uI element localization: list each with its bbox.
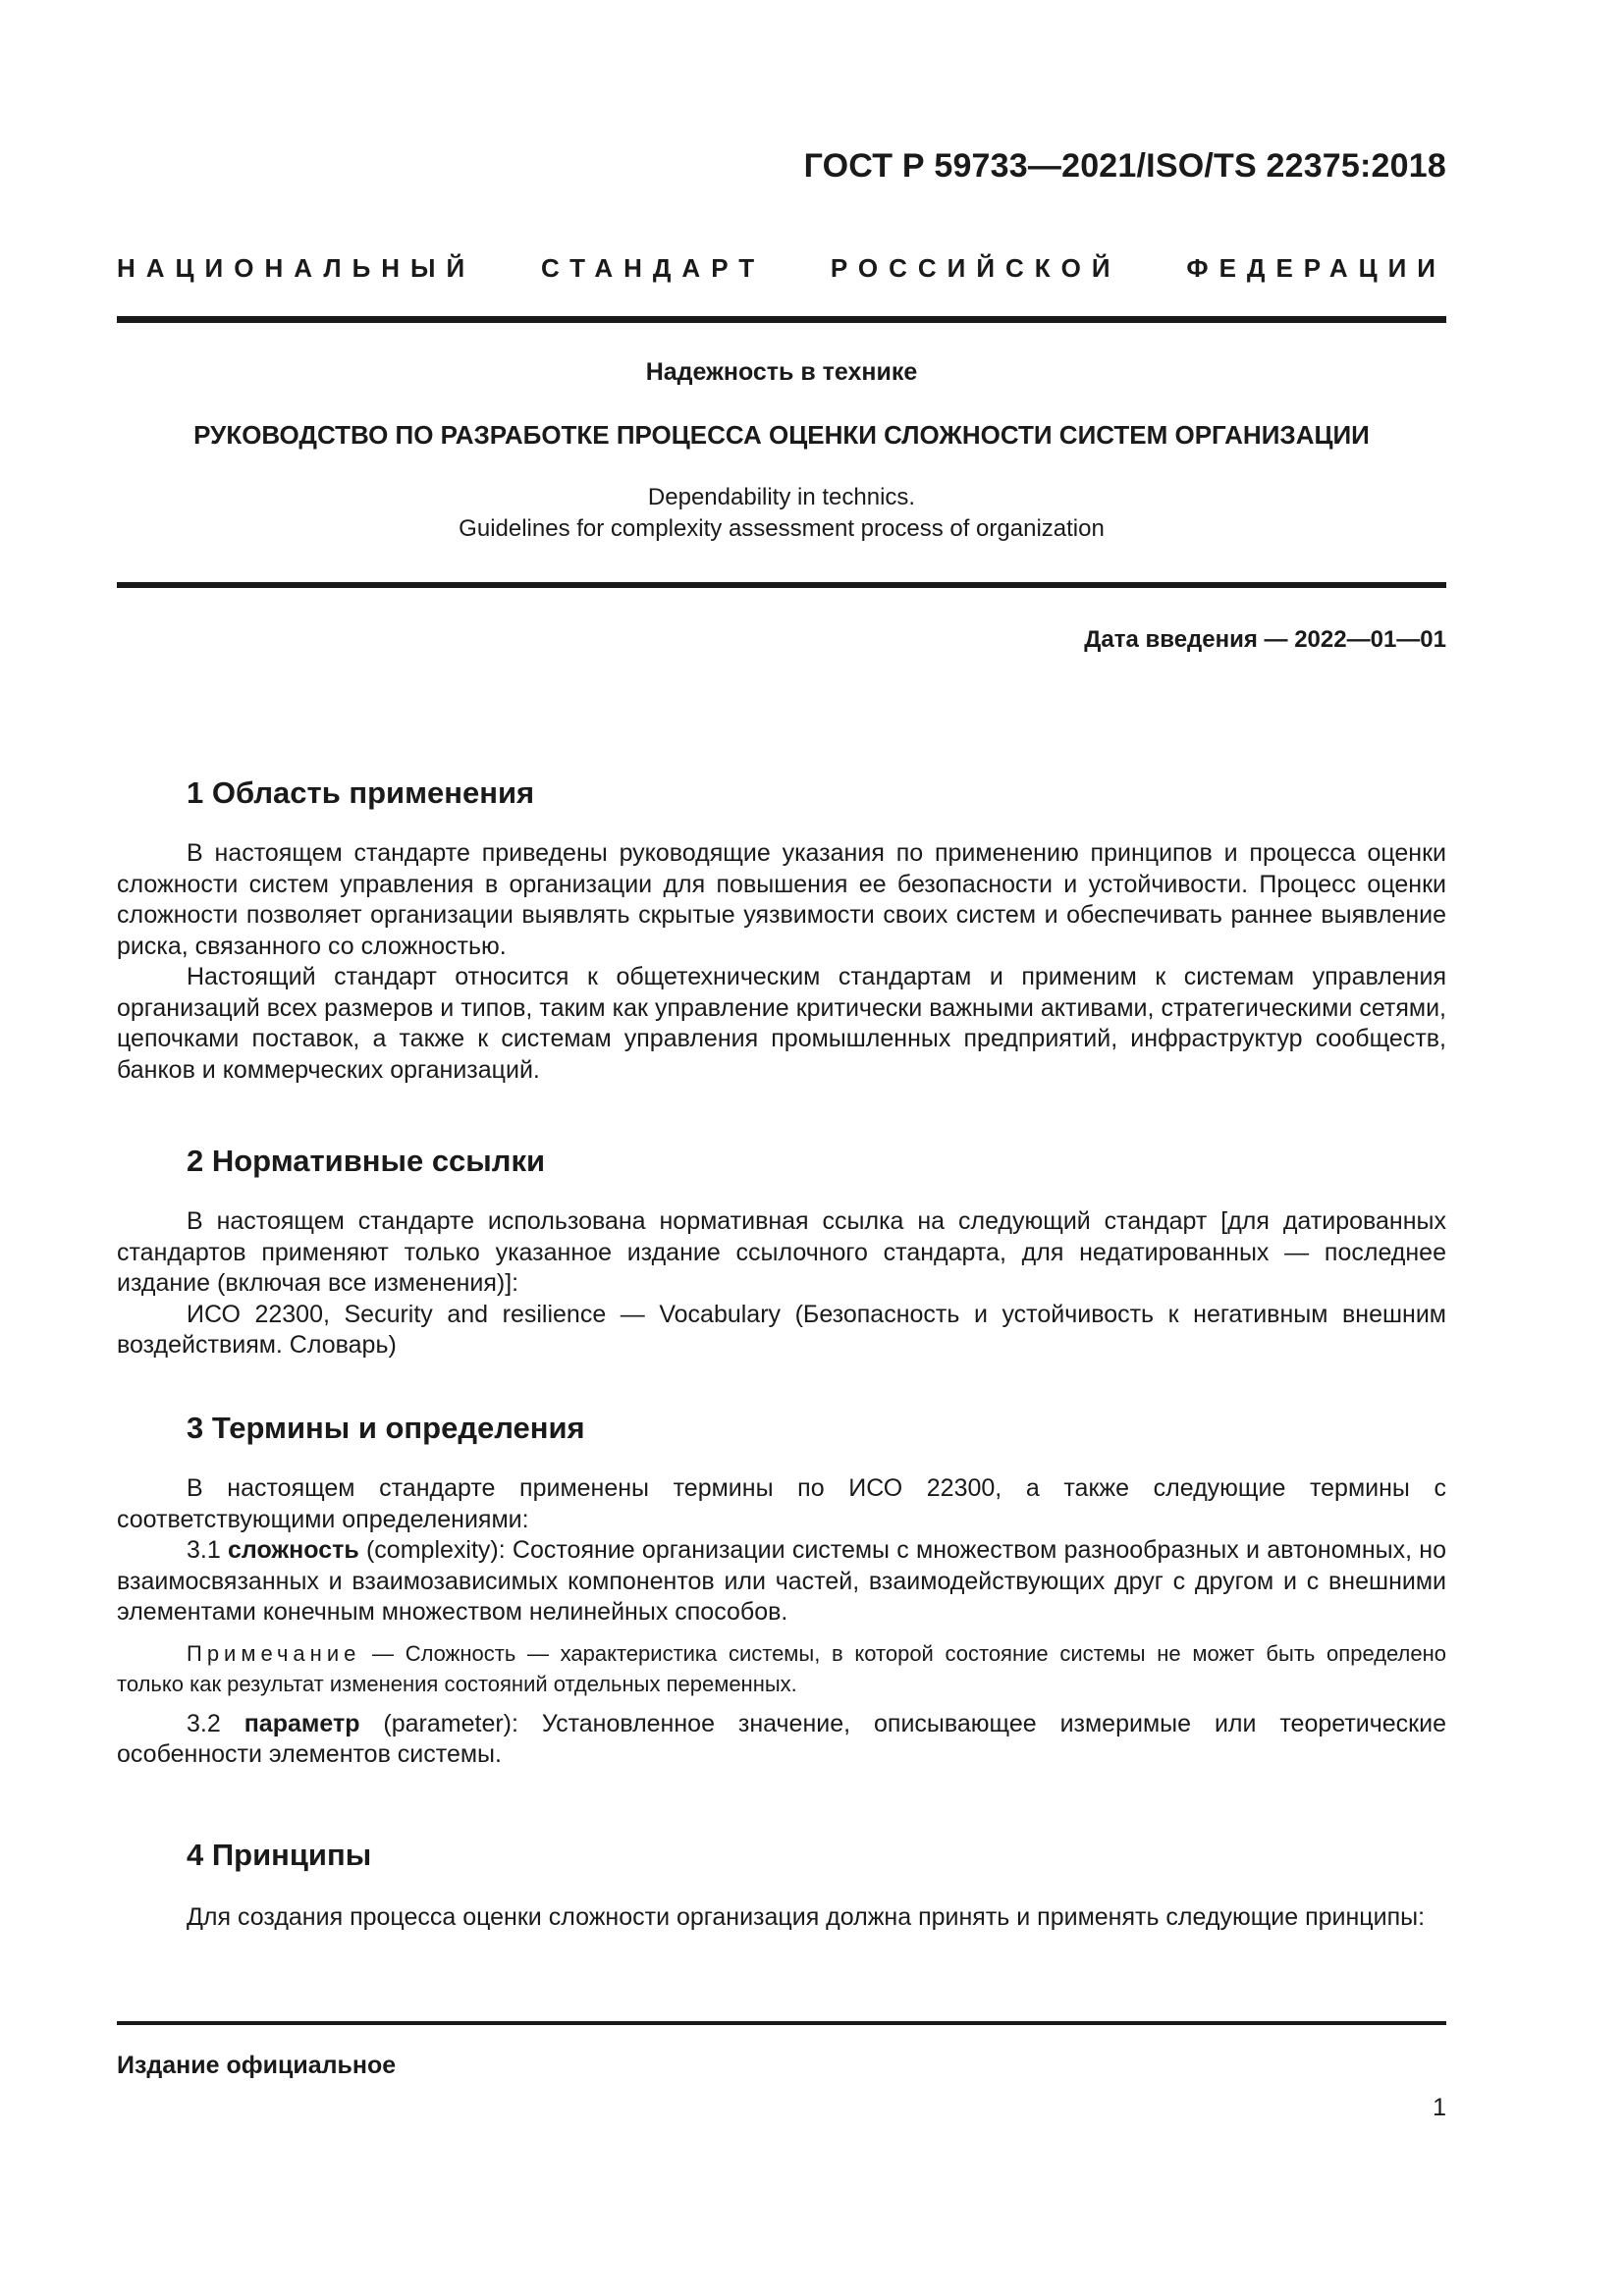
top-divider [117, 316, 1446, 323]
note-text: — Сложность — характеристика системы, в которой состояние системы не может быть определено только как результат изменения состояний отдельных переменных. [117, 1640, 1446, 1696]
standard-title-ru: РУКОВОДСТВО ПО РАЗРАБОТКЕ ПРОЦЕССА ОЦЕНКИ СЛОЖНОСТИ СИСТЕМ ОРГАНИЗАЦИИ [193, 420, 1370, 450]
official-edition-label: Издание официальное [117, 2052, 397, 2079]
term-definition [117, 1535, 1446, 1629]
section-scope [117, 775, 1446, 1086]
section-principles [117, 1838, 1446, 1934]
term-definition [117, 1709, 1446, 1771]
section-heading: 1 Область применения [187, 775, 535, 810]
note-label: Примечание [187, 1640, 361, 1666]
term-name: параметр [244, 1709, 360, 1737]
section-heading: 3 Термины и определения [187, 1411, 585, 1445]
section-terms-definitions [117, 1411, 1446, 1771]
document-number: ГОСТ Р 59733—2021/ISO/TS 22375:2018 [803, 147, 1446, 185]
section-normative-references [117, 1144, 1446, 1362]
standard-subtitle: Надежность в технике [645, 358, 918, 386]
title-en-line-1: Dependability in technics. [647, 484, 916, 510]
paragraph: В настоящем стандарте приведены руководящие указания по применению принципов и процесса оценки сложности систем управления в организации для повышения ее безопасности и устойчивости. Процесс оценки сложности позволяет организации выявлять скрытые уязвимости своих систем и обеспечивать раннее выявление риска, связанного со сложностью. [117, 839, 1446, 960]
term-number: 3.2 [187, 1709, 221, 1737]
section-heading: 2 Нормативные ссылки [187, 1144, 546, 1178]
title-divider [117, 582, 1446, 588]
national-standard-banner: НАЦИОНАЛЬНЫЙ СТАНДАРТ РОССИЙСКОЙ ФЕДЕРАЦИИ [117, 253, 1446, 283]
title-en-line-2: Guidelines for complexity assessment process of organization [459, 515, 1105, 542]
standard-title-en [117, 482, 1446, 545]
paragraph: В настоящем стандарте применены термины по ИСО 22300, а также следующие термины с соответствующими определениями: [117, 1474, 1446, 1533]
term-text: (parameter): Установленное значение, описывающее измеримые или теоретические особенности элементов системы. [117, 1709, 1446, 1768]
paragraph: ИСО 22300, Security and resilience — Vocabulary (Безопасность и устойчивость к негативным внешним воздействиям. Словарь) [117, 1300, 1446, 1359]
term-text: (complexity): Состояние организации системы с множеством разнообразных и автономных, но взаимосвязанных и взаимозависимых компонентов или частей, взаимодействующих друг с другом и с внешними элементами конечным множеством нелинейных способов. [117, 1536, 1447, 1626]
page-number: 1 [1433, 2094, 1446, 2121]
paragraph: Для создания процесса оценки сложности организация должна принять и применять следующие принципы: [187, 1903, 1426, 1931]
paragraph: Настоящий стандарт относится к общетехническим стандартам и применим к системам управления организаций всех размеров и типов, таким как управление критически важными активами, стратегическими сетями, цепочками поставок, а также к системам управления промышленных предприятий, инфраструктур сообществ, банков и коммерческих организаций. [117, 963, 1446, 1084]
footer-divider [117, 2021, 1446, 2025]
note [117, 1638, 1446, 1699]
section-heading: 4 Принципы [187, 1838, 372, 1872]
introduction-date: Дата введения — 2022—01—01 [1084, 626, 1446, 653]
paragraph: В настоящем стандарте использована нормативная ссылка на следующий стандарт [для датированных стандартов применяют только указанное издание ссылочного стандарта, для недатированных — последнее издание (включая все изменения)]: [117, 1207, 1446, 1297]
term-number: 3.1 [187, 1536, 221, 1564]
term-name: сложность [228, 1536, 359, 1564]
